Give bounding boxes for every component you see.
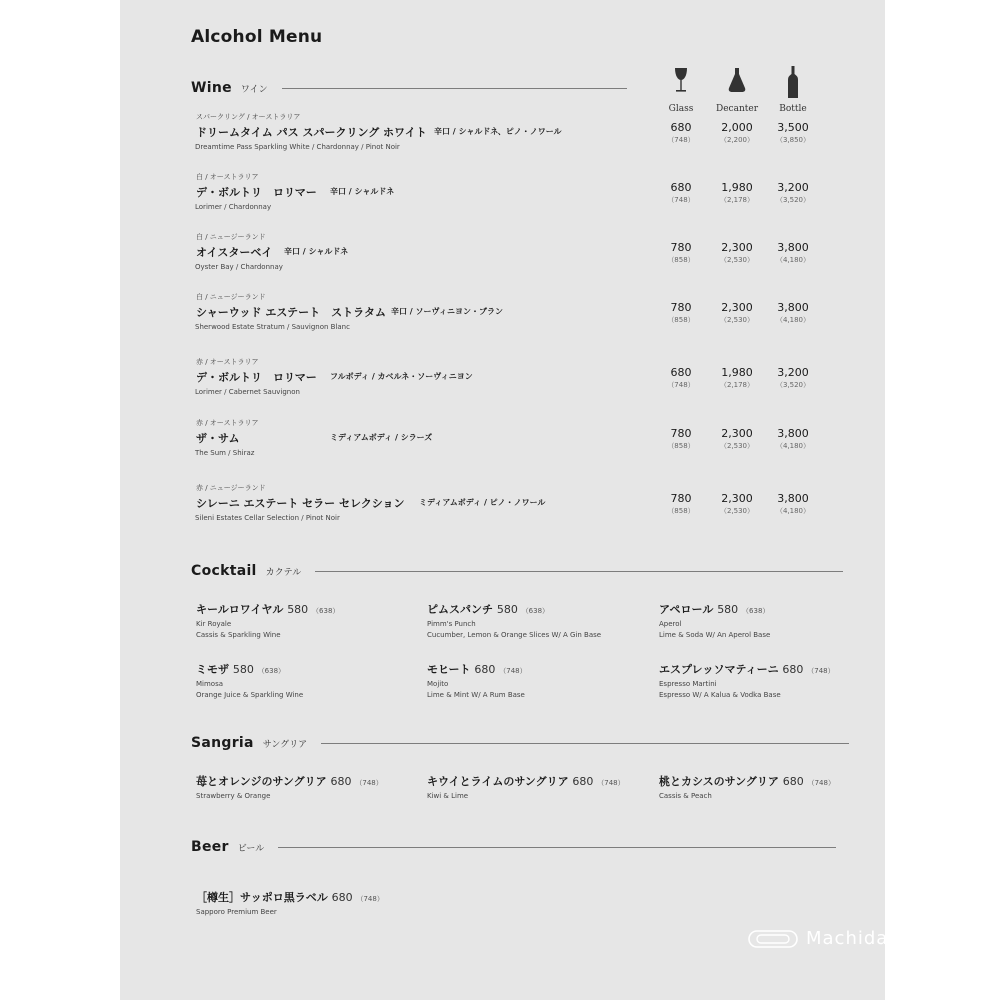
price-decanter — [707, 241, 767, 265]
price-tax: （3,520） — [775, 196, 811, 204]
price-tax: （858） — [667, 256, 695, 264]
cocktail-item — [427, 661, 527, 701]
price-value: 680 — [670, 121, 692, 134]
item-en: Espresso Martini — [659, 680, 717, 688]
wine-meta: 白 / オーストラリア — [196, 173, 259, 181]
item-tax: （748） — [807, 779, 835, 787]
wine-name: ザ・サム — [196, 432, 240, 445]
price-value: 780 — [670, 301, 692, 314]
price-decanter — [707, 181, 767, 205]
beer-item — [196, 889, 384, 918]
wine-item — [194, 483, 834, 535]
section-title-ja: ビール — [237, 843, 265, 854]
price-value: 3,200 — [777, 366, 809, 379]
price-value: 780 — [670, 427, 692, 440]
item-en: Mimosa — [196, 680, 224, 688]
item-name — [196, 773, 383, 789]
price-tax: （858） — [667, 507, 695, 515]
wine-name: シャーウッド エステート ストラタム — [196, 306, 387, 319]
cocktail-item — [659, 661, 835, 701]
sangria-item — [196, 773, 383, 802]
section-title-en: Sangria — [191, 735, 254, 751]
item-name — [659, 773, 835, 789]
col-label: Glass — [668, 104, 694, 114]
item-en: Cassis & Peach — [659, 792, 712, 800]
price-decanter — [707, 492, 767, 516]
price-tax: （3,850） — [775, 136, 811, 144]
price-tax: （3,520） — [775, 381, 811, 389]
col-head-decanter — [707, 64, 767, 114]
wine-en: Lorimer / Chardonnay — [195, 203, 272, 211]
price-bottle — [763, 181, 823, 205]
price-value: 3,200 — [777, 181, 809, 194]
section-title-ja: カクテル — [265, 567, 302, 578]
item-tax: （748） — [807, 667, 835, 675]
wine-meta: 赤 / オーストラリア — [196, 358, 259, 366]
wine-name: シレーニ エステート セラー セレクション — [196, 497, 405, 510]
cocktail-item — [196, 601, 339, 641]
col-head-bottle — [763, 64, 823, 114]
wine-glass-icon — [673, 64, 689, 98]
section-divider — [321, 743, 849, 744]
wine-item — [194, 172, 834, 224]
item-tax: （638） — [257, 667, 286, 675]
sangria-section-header — [191, 735, 849, 751]
wine-en: Oyster Bay / Chardonnay — [195, 263, 283, 271]
price-glass — [651, 241, 711, 265]
sangria-item — [659, 773, 835, 802]
wine-meta: 白 / ニュージーランド — [196, 293, 266, 301]
wine-name: オイスターベイ — [196, 246, 273, 259]
price-value: 3,500 — [777, 121, 809, 134]
section-divider — [282, 88, 627, 89]
item-price: 680 — [782, 663, 804, 676]
wine-item — [194, 292, 834, 344]
wine-desc: 辛口 / シャルドネ — [330, 187, 395, 196]
item-name — [196, 889, 384, 905]
item-price: 680 — [330, 775, 352, 788]
item-name — [659, 661, 835, 677]
item-en: Sapporo Premium Beer — [196, 908, 277, 916]
price-glass — [651, 301, 711, 325]
sangria-item — [427, 773, 625, 802]
price-value: 780 — [670, 241, 692, 254]
section-title-en: Beer — [191, 839, 229, 855]
item-detail: Orange Juice & Sparkling Wine — [196, 691, 304, 699]
price-bottle — [763, 492, 823, 516]
item-price: 680 — [474, 663, 496, 676]
item-title: 桃とカシスのサングリア — [659, 775, 779, 788]
wine-desc: フルボディ / カベルネ・ソーヴィニヨン — [330, 372, 473, 381]
price-bottle — [763, 241, 823, 265]
page-title: Alcohol Menu — [191, 27, 323, 47]
price-tax: （858） — [667, 316, 695, 324]
wine-desc: 辛口 / シャルドネ — [284, 247, 349, 256]
price-tax: （2,530） — [719, 507, 755, 515]
item-title: モヒート — [427, 663, 471, 676]
item-tax: （638） — [742, 607, 770, 615]
price-tax: （2,178） — [719, 381, 755, 389]
price-value: 680 — [670, 181, 692, 194]
item-title: キールロワイヤル — [196, 603, 284, 616]
item-tax: （748） — [355, 779, 383, 787]
cocktail-item — [659, 601, 770, 641]
section-divider — [278, 847, 836, 848]
section-title-ja: ワイン — [240, 84, 268, 95]
menu-page — [120, 0, 885, 1000]
price-glass — [651, 427, 711, 451]
price-glass — [651, 366, 711, 390]
price-decanter — [707, 301, 767, 325]
wine-en: Dreamtime Pass Sparkling White / Chardonnay / Pinot Noir — [195, 143, 400, 151]
wine-en: Sherwood Estate Stratum / Sauvignon Blanc — [195, 323, 350, 331]
item-detail: Cucumber, Lemon & Orange Slices W/ A Gin Base — [427, 631, 602, 639]
price-value: 1,980 — [721, 366, 753, 379]
price-value: 2,300 — [721, 427, 753, 440]
item-detail: Cassis & Sparkling Wine — [196, 631, 281, 639]
price-value: 3,800 — [777, 241, 809, 254]
item-title: エスプレッソマティーニ — [659, 663, 779, 676]
item-name — [427, 601, 601, 617]
wine-item — [194, 357, 834, 409]
price-glass — [651, 492, 711, 516]
item-title: 苺とオレンジのサングリア — [196, 775, 327, 788]
price-value: 3,800 — [777, 427, 809, 440]
wine-desc: ミディアムボディ / シラーズ — [330, 433, 433, 442]
item-price: 580 — [717, 603, 739, 616]
price-tax: （4,180） — [775, 507, 811, 515]
item-en: Pimm's Punch — [427, 620, 476, 628]
price-bottle — [763, 301, 823, 325]
price-tax: （2,200） — [719, 136, 755, 144]
wine-name: デ・ボルトリ ロリマー — [196, 371, 317, 384]
wine-section-header — [191, 80, 627, 96]
item-en: Aperol — [659, 620, 682, 628]
wine-name: ドリームタイム パス スパークリング ホワイト — [196, 126, 427, 139]
price-value: 780 — [670, 492, 692, 505]
item-en: Mojito — [427, 680, 449, 688]
item-price: 680 — [782, 775, 804, 788]
machida-logo-icon — [748, 930, 798, 948]
price-decanter — [707, 121, 767, 145]
price-tax: （4,180） — [775, 256, 811, 264]
item-en: Strawberry & Orange — [196, 792, 271, 800]
price-bottle — [763, 121, 823, 145]
wine-item — [194, 112, 834, 164]
item-title: ピムスパンチ — [427, 603, 493, 616]
wine-desc: 辛口 / ソーヴィニヨン・ブラン — [391, 307, 504, 316]
price-value: 3,800 — [777, 492, 809, 505]
price-value: 2,300 — [721, 301, 753, 314]
price-tax: （2,530） — [719, 256, 755, 264]
item-price: 680 — [331, 891, 353, 904]
section-title-en: Wine — [191, 80, 232, 96]
item-detail: Lime & Soda W/ An Aperol Base — [659, 631, 771, 639]
wine-item — [194, 232, 834, 284]
item-name — [427, 773, 625, 789]
item-tax: （748） — [499, 667, 527, 675]
price-tax: （4,180） — [775, 316, 811, 324]
price-glass — [651, 181, 711, 205]
cocktail-item — [196, 661, 303, 701]
wine-desc: 辛口 / シャルドネ、ピノ・ノワール — [434, 127, 562, 136]
wine-en: Sileni Estates Cellar Selection / Pinot Noir — [195, 514, 340, 522]
wine-meta: 白 / ニュージーランド — [196, 233, 266, 241]
decanter-icon — [726, 64, 748, 98]
wine-meta: 赤 / ニュージーランド — [196, 484, 266, 492]
item-detail: Espresso W/ A Kalua & Vodka Base — [659, 691, 781, 699]
cocktail-section-header — [191, 563, 843, 579]
item-price: 580 — [287, 603, 309, 616]
wine-desc: ミディアムボディ / ピノ・ノワール — [419, 498, 546, 507]
wine-en: The Sum / Shiraz — [195, 449, 255, 457]
price-tax: （858） — [667, 442, 695, 450]
item-title: ［樽生］サッポロ黒ラベル — [196, 891, 328, 904]
bottle-icon — [786, 64, 800, 98]
item-price: 580 — [232, 663, 254, 676]
wine-meta: 赤 / オーストラリア — [196, 419, 259, 427]
price-value: 1,980 — [721, 181, 753, 194]
price-tax: （2,530） — [719, 316, 755, 324]
price-glass — [651, 121, 711, 145]
price-value: 2,300 — [721, 241, 753, 254]
price-tax: （748） — [667, 136, 695, 144]
price-decanter — [707, 427, 767, 451]
col-label: Bottle — [779, 104, 807, 114]
cocktail-item — [427, 601, 601, 641]
price-decanter — [707, 366, 767, 390]
watermark-text: Machida — [806, 928, 889, 949]
col-head-glass — [651, 64, 711, 114]
price-bottle — [763, 427, 823, 451]
wine-item — [194, 418, 834, 470]
price-value: 680 — [670, 366, 692, 379]
item-title: キウイとライムのサングリア — [427, 775, 569, 788]
item-tax: （638） — [521, 607, 550, 615]
item-title: ミモザ — [196, 663, 229, 676]
price-value: 2,300 — [721, 492, 753, 505]
item-en: Kiwi & Lime — [427, 792, 469, 800]
price-tax: （4,180） — [775, 442, 811, 450]
item-name — [196, 661, 303, 677]
price-tax: （2,178） — [719, 196, 755, 204]
wine-en: Lorimer / Cabernet Sauvignon — [195, 388, 300, 396]
watermark — [748, 928, 888, 949]
item-name — [196, 601, 339, 617]
price-value: 3,800 — [777, 301, 809, 314]
item-name — [659, 601, 770, 617]
section-title-ja: サングリア — [262, 739, 308, 750]
wine-name: デ・ボルトリ ロリマー — [196, 186, 317, 199]
item-price: 680 — [572, 775, 594, 788]
price-value: 2,000 — [721, 121, 753, 134]
wine-meta: スパークリング / オーストラリア — [196, 113, 301, 121]
col-label: Decanter — [716, 104, 758, 114]
price-tax: （2,530） — [719, 442, 755, 450]
item-tax: （638） — [312, 607, 340, 615]
price-tax: （748） — [667, 381, 695, 389]
item-tax: （748） — [356, 895, 384, 903]
price-bottle — [763, 366, 823, 390]
item-detail: Lime & Mint W/ A Rum Base — [427, 691, 525, 699]
item-name — [427, 661, 527, 677]
item-price: 580 — [496, 603, 518, 616]
price-tax: （748） — [667, 196, 695, 204]
section-divider — [315, 571, 843, 572]
item-tax: （748） — [597, 779, 625, 787]
beer-section-header — [191, 839, 836, 855]
item-en: Kir Royale — [196, 620, 232, 628]
item-title: アペロール — [659, 603, 714, 616]
section-title-en: Cocktail — [191, 563, 257, 579]
